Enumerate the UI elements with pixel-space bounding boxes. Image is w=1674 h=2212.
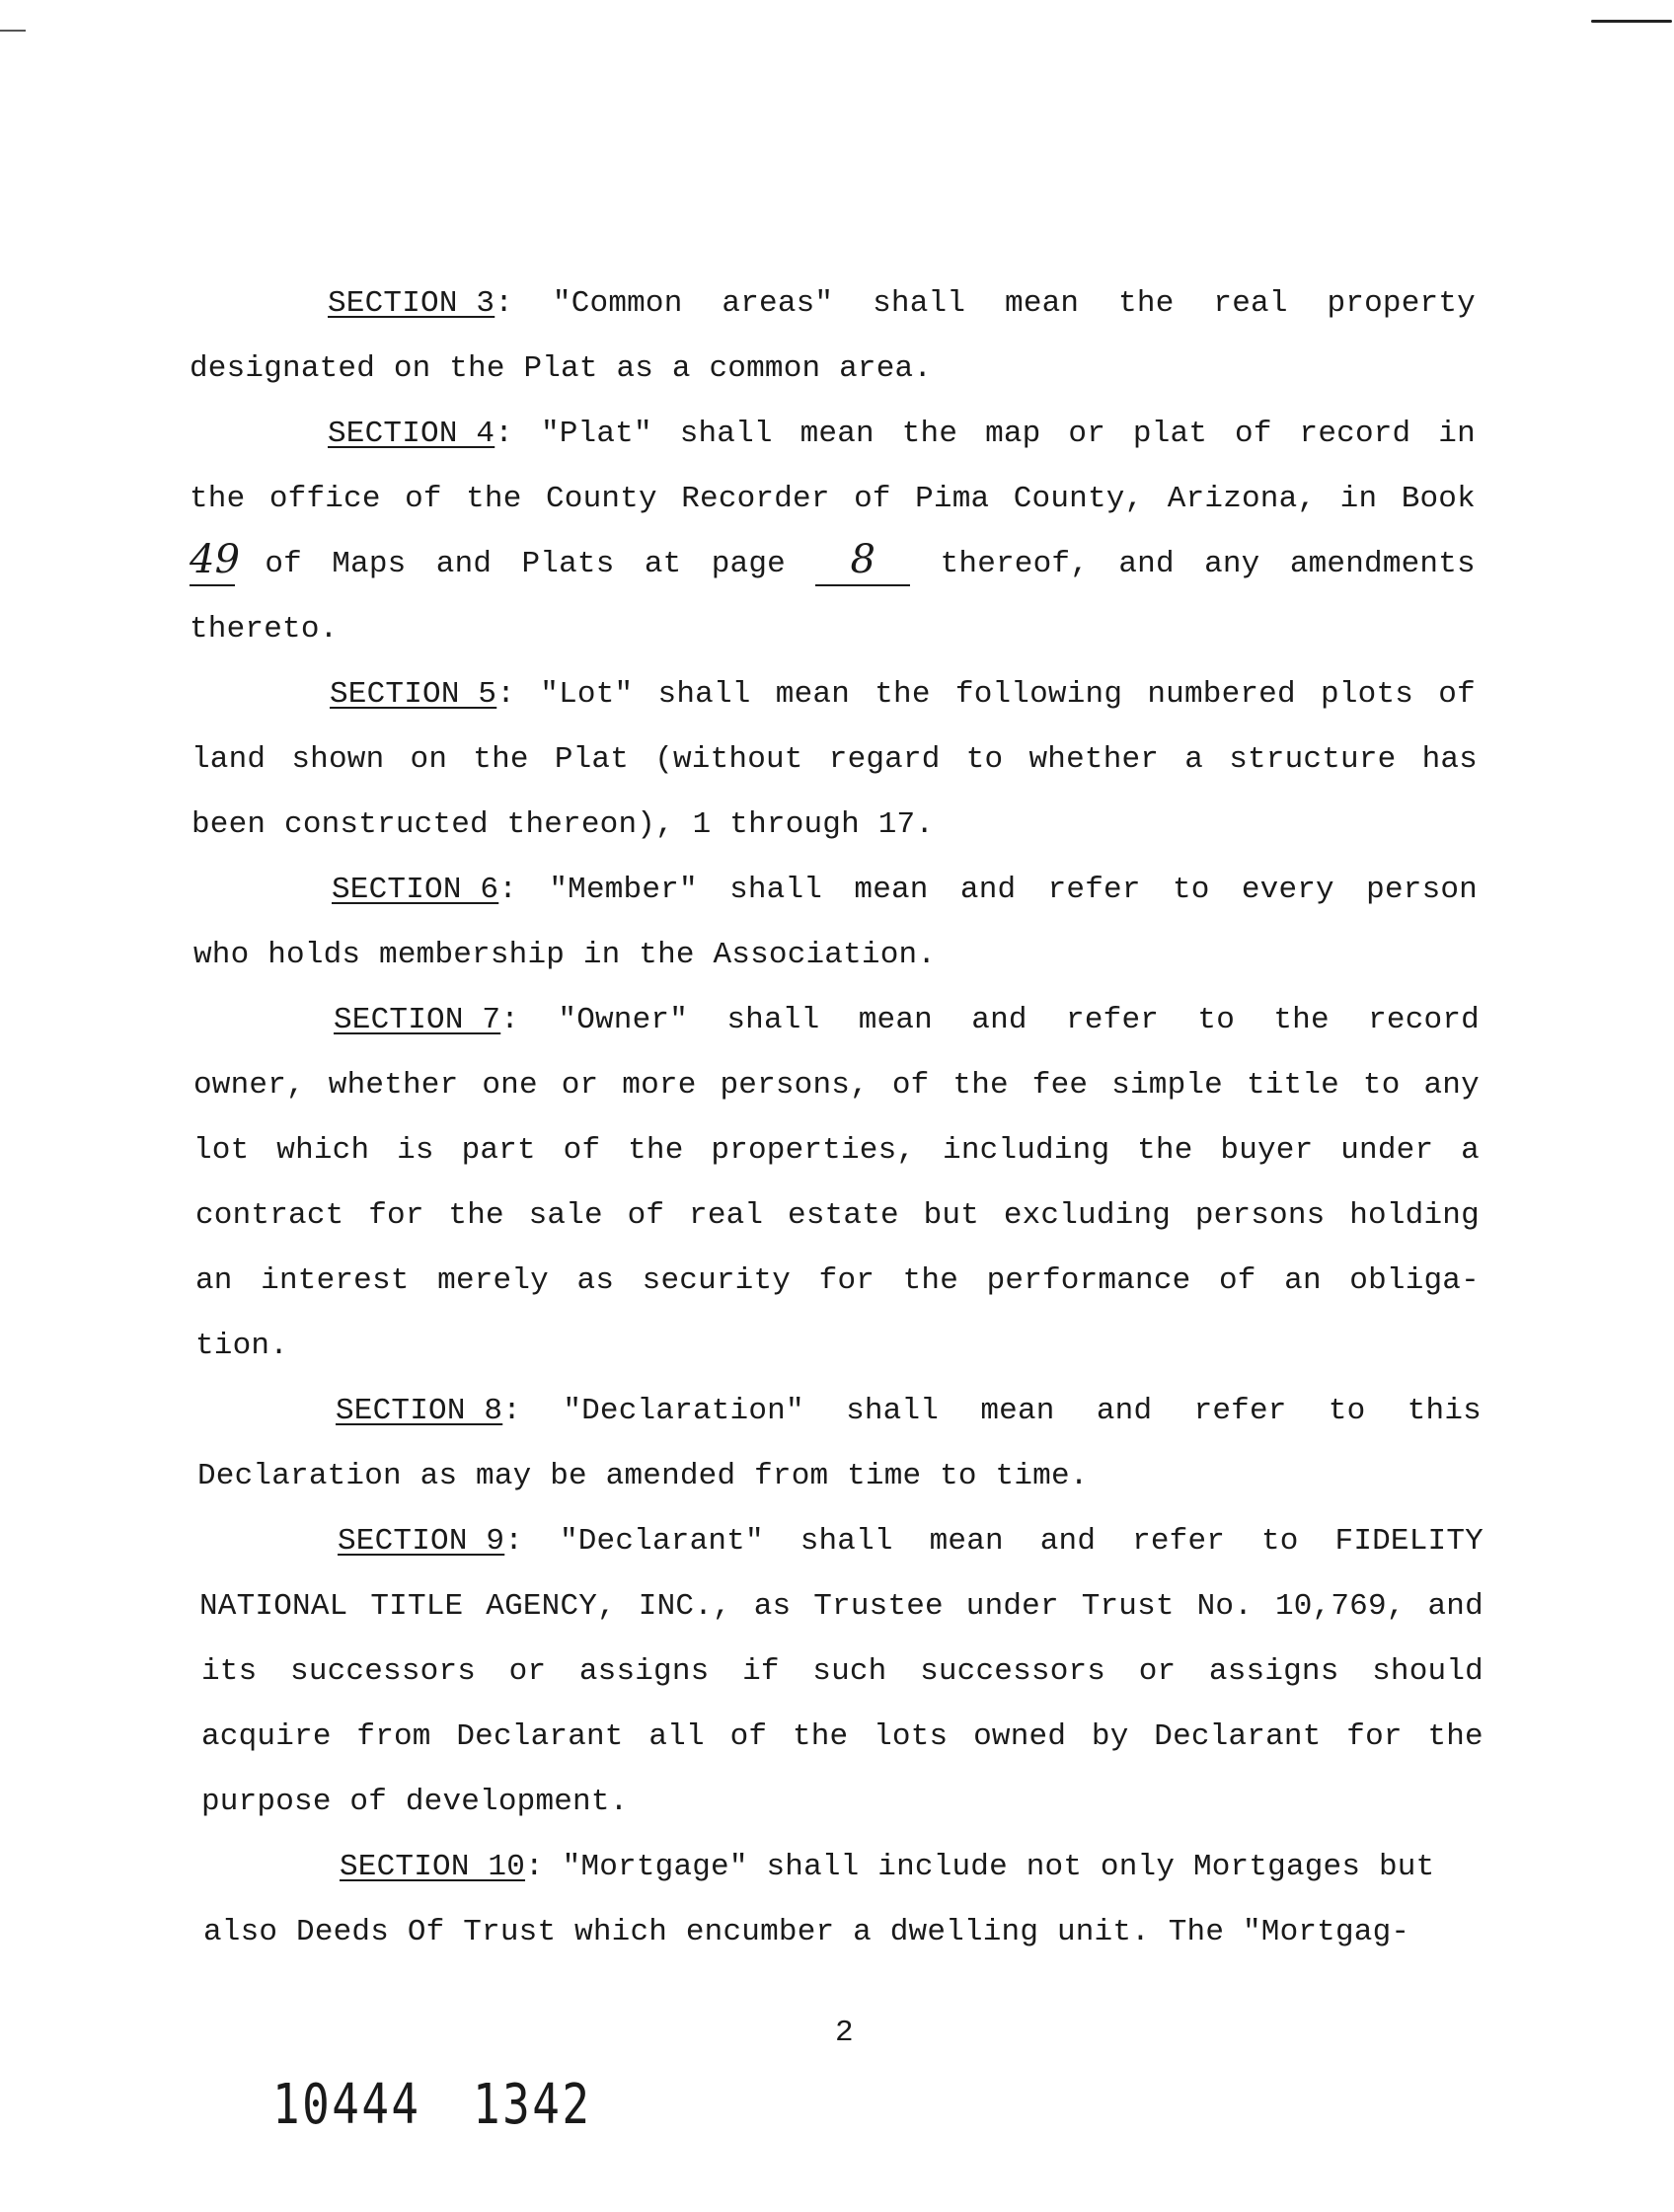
section-heading: SECTION 10 bbox=[340, 1850, 526, 1884]
page-number: 2 bbox=[835, 2016, 854, 2050]
section-7-line-5: an interest merely as security for the performance of an obliga- bbox=[195, 1263, 1480, 1298]
section-heading: SECTION 7 bbox=[334, 1003, 501, 1037]
section-4-line-2: the office of the County Recorder of Pima County, Arizona, in Book bbox=[190, 482, 1476, 516]
section-heading: SECTION 9 bbox=[338, 1524, 505, 1559]
section-3-line-2: designated on the Plat as a common area. bbox=[190, 351, 933, 386]
section-9-line-1: SECTION 9: "Declarant" shall mean and refer to FIDELITY bbox=[338, 1524, 1484, 1559]
section-10-line-2: also Deeds Of Trust which encumber a dwelling unit. The "Mortgag- bbox=[203, 1915, 1410, 1949]
section-4-line-1: SECTION 4: "Plat" shall mean the map or plat of record in bbox=[328, 417, 1476, 451]
section-heading: SECTION 3 bbox=[328, 286, 495, 321]
handwritten-book-number: 49 bbox=[190, 543, 235, 586]
section-7-line-1: SECTION 7: "Owner" shall mean and refer to the record bbox=[334, 1003, 1480, 1037]
section-heading: SECTION 6 bbox=[332, 873, 499, 907]
section-5-line-3: been constructed thereon), 1 through 17. bbox=[191, 807, 935, 842]
scan-edge-mark bbox=[1591, 20, 1672, 23]
section-9-line-5: purpose of development. bbox=[201, 1785, 629, 1819]
section-6-line-2: who holds membership in the Association. bbox=[193, 938, 937, 972]
recording-docket-number: 10444 bbox=[272, 2073, 421, 2137]
section-8-line-1: SECTION 8: "Declaration" shall mean and refer to this bbox=[336, 1394, 1482, 1428]
section-heading: SECTION 8 bbox=[336, 1394, 503, 1428]
section-7-line-3: lot which is part of the properties, including the buyer under a bbox=[193, 1133, 1480, 1168]
section-heading: SECTION 5 bbox=[330, 677, 497, 712]
scan-edge-mark bbox=[0, 30, 26, 32]
section-7-line-6: tion. bbox=[195, 1329, 289, 1363]
section-7-line-4: contract for the sale of real estate but excluding persons holding bbox=[195, 1198, 1480, 1233]
section-9-line-2: NATIONAL TITLE AGENCY, INC., as Trustee under Trust No. 10,769, and bbox=[199, 1589, 1484, 1624]
section-10-line-1: SECTION 10: "Mortgage" shall include not only Mortgages but bbox=[340, 1850, 1435, 1884]
recording-stamp bbox=[272, 2071, 591, 2140]
section-9-line-3: its successors or assigns if such successors or assigns should bbox=[201, 1654, 1484, 1689]
section-heading: SECTION 4 bbox=[328, 417, 495, 451]
section-9-line-4: acquire from Declarant all of the lots owned by Declarant for the bbox=[201, 1719, 1484, 1754]
section-4-line-3: 49 of Maps and Plats at page 8 thereof, and any amendments bbox=[190, 543, 1476, 586]
section-5-line-1: SECTION 5: "Lot" shall mean the following numbered plots of bbox=[330, 677, 1476, 712]
section-5-line-2: land shown on the Plat (without regard to whether a structure has bbox=[191, 742, 1478, 777]
section-6-line-1: SECTION 6: "Member" shall mean and refer to every person bbox=[332, 873, 1478, 907]
section-8-line-2: Declaration as may be amended from time to time. bbox=[197, 1459, 1089, 1493]
section-7-line-2: owner, whether one or more persons, of the fee simple title to any bbox=[193, 1068, 1480, 1103]
section-4-line-4: thereto. bbox=[190, 612, 339, 647]
section-3-line-1: SECTION 3: "Common areas" shall mean the real property bbox=[328, 286, 1476, 321]
handwritten-page-number: 8 bbox=[815, 543, 910, 586]
recording-page-number: 1342 bbox=[473, 2073, 592, 2137]
